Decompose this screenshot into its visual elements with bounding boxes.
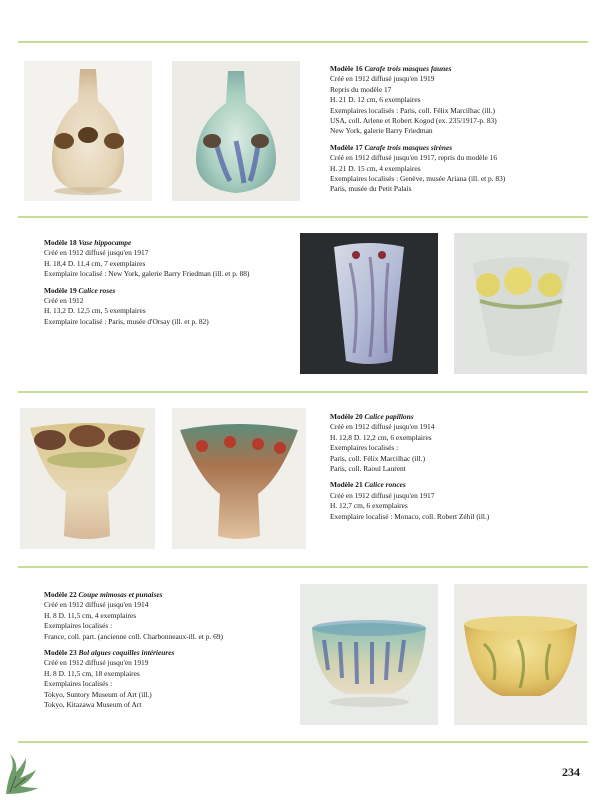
section-rule [18,391,588,393]
photo-vase-hippocampe [300,233,438,374]
entry-line: Créé en 1912 diffusé jusqu'en 1914 [44,600,149,610]
page-number: 234 [562,765,580,779]
entry-block-20-21 [330,412,489,522]
entry-title: Modèle 23 Bol algues coquilles intérieures [44,648,175,658]
entry-line: Exemplaire localisé : Monaco, coll. Robert Zéhil (ill.) [330,511,490,521]
entry-line: Créé en 1912 diffusé jusqu'en 1917 [44,248,149,258]
entry-line: Exemplaires localisés : [44,679,113,689]
section-rule [18,41,588,43]
entry-title: Modèle 20 Calice papillons [330,412,414,421]
entry-line: Exemplaires localisés : [44,621,113,631]
entry-line: Exemplaire localisé : New York, galerie Barry Friedman (ill. et p. 88) [44,269,250,279]
entry-line: H. 8 D. 11,5 cm, 4 exemplaires [44,610,137,620]
photo-coupe-mimosas [300,584,438,725]
photo-calice-papillons [20,408,155,549]
entry-line: Créé en 1912 diffusé jusqu'en 1914 [330,422,435,432]
entry-line: H. 8 D. 11,5 cm, 18 exemplaires [44,668,140,678]
entry-line: France, coll. part. (ancienne coll. Charbonneaux-ill. et p. 69) [44,631,223,641]
entry-line: USA, coll. Arlene et Robert Kogod (ex. 235/1917-p. 83) [330,116,497,126]
entry-line: H. 12,8 D. 12,2 cm, 6 exemplaires [330,432,432,442]
photo-calice-ronces [172,408,306,549]
entry-block-22-23 [44,590,223,710]
entry-line: Créé en 1912 diffusé jusqu'en 1917 [330,490,435,500]
section-rule [18,741,588,743]
entry-line: Exemplaires localisés : Genève, musée Ariana (ill. et p. 83) [330,174,506,184]
entry-line: Exemplaires localisés : Paris, coll. Félix Marcilhac (ill.) [330,105,496,115]
section-rule [18,566,588,568]
entry-line: Créé en 1912 diffusé jusqu'en 1917, repris du modèle 16 [330,153,498,163]
entry-line: H. 18,4 D. 11,4 cm, 7 exemplaires [44,258,146,268]
entry-title: Modèle 18 Vase hippocampe [44,238,132,247]
entry-line: Exemplaire localisé : Paris, musée d'Orsay (ill. et p. 82) [44,316,209,326]
entry-line: Tokyo, Kitazawa Museum of Art [44,700,142,710]
entry-line: Tokyo, Suntory Museum of Art (ill.) [44,689,152,699]
entry-title: Modèle 21 Calice ronces [330,480,406,490]
photo-carafe-faunes [24,61,152,201]
entry-line: H. 12,7 cm, 6 exemplaires [330,501,408,511]
entry-line: H. 13,2 D. 12,5 cm, 5 exemplaires [44,306,146,316]
photo-carafe-sirenes [172,61,300,201]
entry-line: H. 21 D. 12 cm, 6 exemplaires [330,95,421,105]
entry-block-18-19 [44,238,249,327]
entry-line: New York, galerie Barry Friedman [330,126,433,136]
entry-title: Modèle 17 Carafe trois masques sirènes [330,142,453,152]
entry-line: Créé en 1912 diffusé jusqu'en 1919 [44,658,149,668]
entry-title: Modèle 22 Coupe mimosas et punaises [44,590,163,599]
photo-calice-roses [454,233,587,374]
entry-line: Paris, coll. Félix Marcilhac (ill.) [330,453,426,463]
photo-bol-algues [454,584,587,725]
section-rule [18,216,588,218]
entry-line: Paris, musée du Petit Palais [330,184,412,194]
entry-title: Modèle 19 Calice roses [44,285,116,295]
entry-line: Repris du modèle 17 [330,84,392,94]
entry-line: Paris, coll. Raoul Laurent [330,464,406,474]
entry-line: Créé en 1912 diffusé jusqu'en 1919 [330,74,435,84]
entry-block-16-17 [330,64,505,195]
entry-line: H. 21 D. 15 cm, 4 exemplaires [330,163,421,173]
entry-line: Créé en 1912 [44,296,84,306]
entry-line: Exemplaires localisés : [330,443,399,453]
decorative-foliage-icon [2,748,42,796]
entry-title: Modèle 16 Carafe trois masques faunes [330,64,452,73]
